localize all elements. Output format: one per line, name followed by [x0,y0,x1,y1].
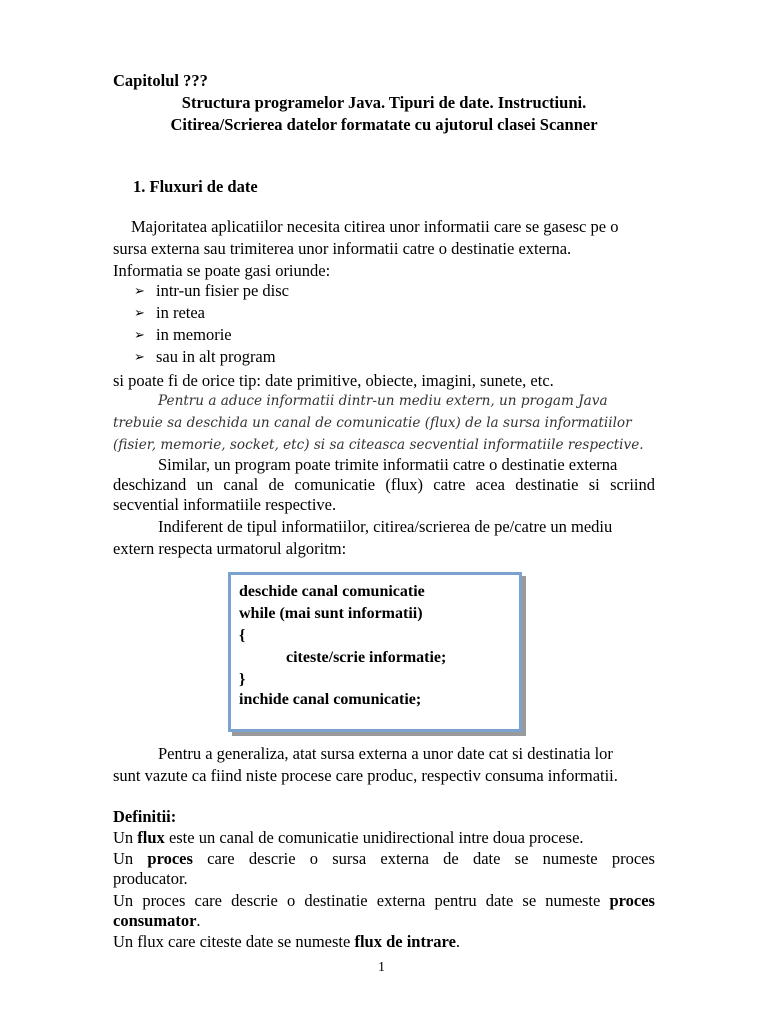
definition-line [113,848,655,870]
arrow-bullet-icon: ➢ [134,327,145,342]
definition-line [113,827,584,849]
code-line: } [239,671,246,688]
text: Un [113,891,134,910]
list-item [134,346,276,368]
definition-line [113,931,460,953]
text: date [472,849,501,868]
paragraph-line: Informatia se poate gasi oriunde: [113,261,331,280]
code-line: inchide canal comunicatie; [239,691,422,708]
list-item-text: in retea [156,303,206,322]
code-line: deschide canal comunicatie [239,583,425,600]
code-line: citeste/scrie informatie; [286,649,447,666]
chapter-label: Capitolul ??? [113,71,208,90]
term: proces [147,849,193,868]
term: flux de intrare [354,932,456,951]
arrow-bullet-icon: ➢ [134,305,145,320]
text: descrie [248,849,296,868]
paragraph-line: secvential informatiile respective. [113,495,337,514]
arrow-bullet-icon: ➢ [134,349,145,364]
definition-line: producator. [113,869,188,888]
text: o [309,849,319,868]
text: date [485,891,514,910]
definition-line [113,890,655,912]
paragraph-line: Similar, un program poate trimite informatii catre o destinatie externa [158,455,618,474]
code-line: while (mai sunt informatii) [239,605,423,622]
definitions-heading: Definitii: [113,807,177,826]
italic-line: Pentru a aduce informatii dintr-un mediu extern, un progam Java [158,393,608,409]
italic-line: (fisier, memorie, socket, etc) si sa citeasca secvential informatiile respective. [113,437,644,453]
text: proces [142,891,186,910]
text: . [196,911,201,930]
list-item [134,280,289,302]
page-number: 1 [378,960,385,975]
text: descrie [231,891,278,910]
text: proces [611,849,655,868]
text: externa [376,891,426,910]
paragraph-line: Pentru a generaliza, atat sursa externa a unor date cat si destinatia lor [158,744,613,763]
text: Un [113,849,134,868]
list-item [134,302,205,324]
text: de [443,849,459,868]
text: o [287,891,296,910]
list-item-text: sau in alt program [156,347,276,366]
paragraph-line: extern respecta urmatorul algoritm: [113,539,347,558]
italic-line: trebuie sa deschida un canal de comunicatie (flux) de la sursa informatiilor [113,415,632,431]
list-item-text: intr-un fisier pe disc [156,281,290,300]
code-line: { [239,627,246,644]
text: destinatie [304,891,368,910]
text: care [207,849,235,868]
text: numeste [542,849,598,868]
term: flux [137,828,165,847]
text: Un [113,828,138,847]
text: este un canal de comunicatie unidirectional intre doua procese. [164,828,584,847]
title-line-2: Citirea/Scrierea datelor formatate cu ajutorul clasei Scanner [170,115,598,134]
term: proces [609,891,655,910]
text: sursa [332,849,367,868]
text: pentru [434,891,477,910]
section-heading: 1. Fluxuri de date [133,177,258,196]
text: numeste [545,891,601,910]
text: . [455,932,461,951]
text: care [194,891,222,910]
arrow-bullet-icon: ➢ [134,283,145,298]
text: se [522,891,537,910]
text: externa [380,849,429,868]
list-item-text: in memorie [156,325,232,344]
title-line-1: Structura programelor Java. Tipuri de date. Instructiuni. [181,93,587,112]
paragraph-line: sursa externa sau trimiterea unor informatii catre o destinatie externa. [113,239,572,258]
definition-line [113,910,201,932]
paragraph-line: deschizand un canal de comunicatie (flux) catre acea destinatie si scriind [113,475,655,494]
paragraph-line: Indiferent de tipul informatiilor, citirea/scrierea de pe/catre un mediu [158,517,613,536]
text: se [514,849,529,868]
algorithm-box [228,572,522,732]
text: Un flux care citeste date se numeste [113,932,355,951]
term: consumator [113,911,197,930]
paragraph-line: si poate fi de orice tip: date primitive, obiecte, imagini, sunete, etc. [113,371,554,390]
list-item [134,324,232,346]
paragraph-line: Majoritatea aplicatiilor necesita citirea unor informatii care se gasesc pe o [131,217,619,236]
paragraph-line: sunt vazute ca fiind niste procese care produc, respectiv consuma informatii. [113,766,618,785]
